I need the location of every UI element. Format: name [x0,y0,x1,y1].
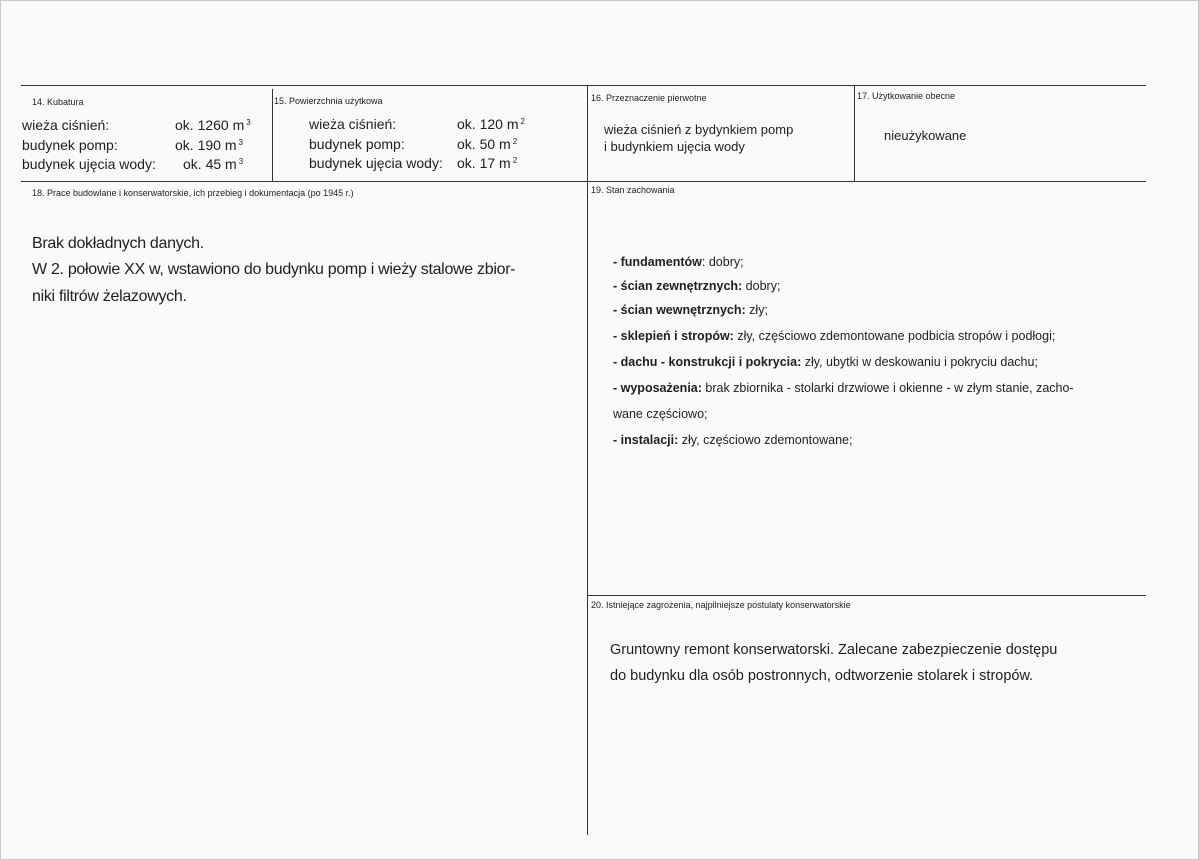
sec14-row-name: budynek pomp: [22,137,118,153]
row1-bottom-rule [21,181,1146,182]
sec15-row-name: budynek pomp: [309,136,405,152]
sec15-row [309,155,518,171]
condition-item: - sklepień i stropów: zły, częściowo zdemontowane podbicia stropów i podłogi; [613,329,1056,343]
sec15-row-name: budynek ujęcia wody: [309,155,443,171]
sec16-line: wieża ciśnień z bydynkiem pomp [604,122,794,137]
sec18-label: 18. Prace budowlane i konserwatorskie, ich przebieg i dokumentacja (po 1945 r.) [32,188,354,198]
sec14-label: 14. Kubatura [32,97,84,107]
condition-item: - ścian zewnętrznych: dobry; [613,279,781,293]
sec15-row-value: ok. 17 m $^2$ [457,155,518,171]
condition-item: - fundamentów: dobry; [613,255,744,269]
sec19-label: 19. Stan zachowania [591,185,675,195]
sec14-row [22,137,243,153]
sec17-label: 17. Użytkowanie obecne [857,91,956,101]
sec14-row [22,117,251,133]
sec16-label: 16. Przeznaczenie pierwotne [591,93,707,103]
sec15-row-value: ok. 50 m $^2$ [457,136,518,152]
divider-15-16 [587,85,588,835]
condition-item: wane częściowo; [613,407,708,421]
divider-16-17 [854,85,855,181]
divider-14-15 [272,89,273,181]
sec14-row-name: budynek ujęcia wody: [22,156,156,172]
sec15-row [309,136,518,152]
sec14-row-value: ok. 1260 m $^3$ [175,117,251,133]
sec15-row-value: ok. 120 m $^2$ [457,116,525,132]
sec14-row-value: ok. 45 m $^3$ [183,156,244,172]
sec20-label: 20. Istniejące zagrożenia, najpilniejsze postulaty konserwatorskie [591,600,851,610]
condition-item: - dachu - konstrukcji i pokrycia: zły, ubytki w deskowaniu i pokryciu dachu; [613,355,1038,369]
sec20-line: do budynku dla osób postronnych, odtworzenie stolarek i stropów. [610,668,1034,684]
sec16-line: i budynkiem ujęcia wody [604,139,745,154]
sec18-line: Brak dokładnych danych. [32,235,204,252]
condition-item: - ścian wewnętrznych: zły; [613,303,768,317]
top-rule [21,85,1146,86]
sec15-label: 15. Powierzchnia użytkowa [274,96,383,106]
sec20-top-rule [588,595,1146,596]
sec15-row [309,116,525,132]
condition-item: - instalacji: zły, częściowo zdemontowane; [613,433,853,447]
sec18-line: niki filtrów żelazowych. [32,288,187,305]
sec14-row [22,156,244,172]
sec18-line: W 2. połowie XX w, wstawiono do budynku pomp i wieży stalowe zbior- [32,261,516,278]
sec14-row-value: ok. 190 m $^3$ [175,137,243,153]
condition-item: - wyposażenia: brak zbiornika - stolarki drzwiowe i okienne - w złym stanie, zacho- [613,381,1074,395]
sec20-line: Gruntowny remont konserwatorski. Zalecane zabezpieczenie dostępu [610,642,1058,658]
sec17-value: nieużykowane [884,128,967,143]
sec14-row-name: wieża ciśnień: [22,117,110,133]
sec15-row-name: wieża ciśnień: [309,116,397,132]
